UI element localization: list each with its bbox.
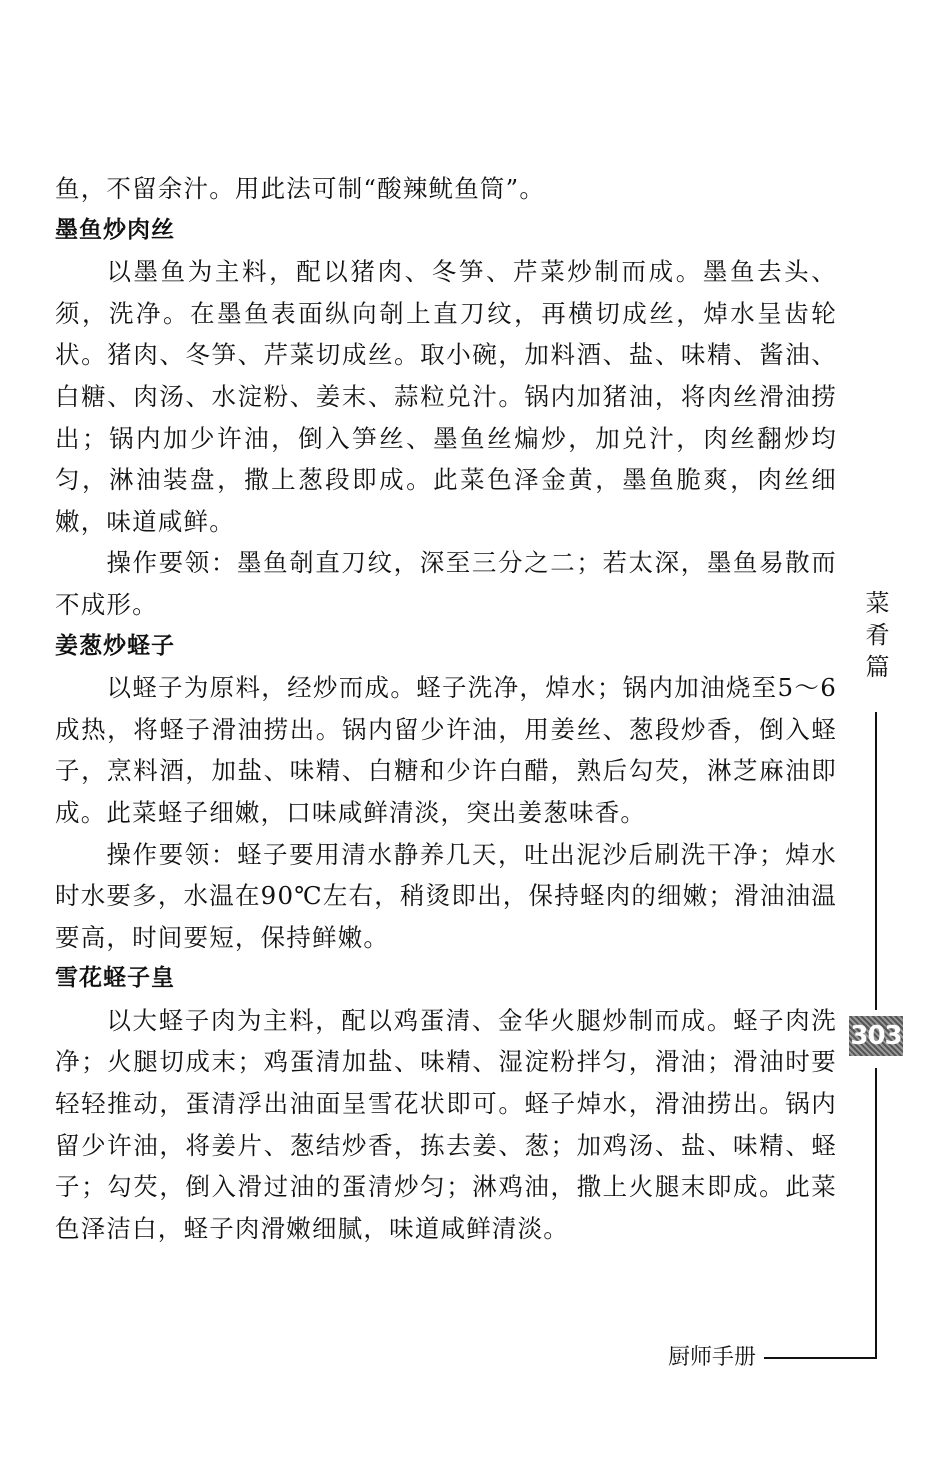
paragraph: 以大蛏子肉为主料，配以鸡蛋清、金华火腿炒制而成。蛏子肉洗净；火腿切成末；鸡蛋清加盐、味精、湿淀粉拌匀，滑油；滑油时要轻轻推动，蛋清浮出油面呈雪花状即可。蛏子焯水，滑油捞出。锅内留少许油，将姜片、葱结炒香，拣去姜、葱；加鸡汤、盐、味精、蛏子；勾芡，倒入滑过油的蛋清炒匀；淋鸡油，撒上火腿末即成。此菜色泽洁白，蛏子肉滑嫩细腻，味道咸鲜清淡。 [55, 1005, 837, 1243]
paragraph: 以蛏子为原料，经炒而成。蛏子洗净，焯水；锅内加油烧至5～6成热，将蛏子滑油捞出。锅内留少许油，用姜丝、葱段炒香，倒入蛏子，烹料酒，加盐、味精、白糖和少许白醋，熟后勾芡，淋芝麻油即成。此菜蛏子细嫩，口味咸鲜清淡，突出姜葱味香。 [55, 673, 837, 827]
section-heading: 雪花蛏子皇 [55, 965, 175, 992]
paragraph: 以墨鱼为主料，配以猪肉、冬笋、芹菜炒制而成。墨鱼去头、须，洗净。在墨鱼表面纵向剞上直刀纹，再横切成丝，焯水呈齿轮状。猪肉、冬笋、芹菜切成丝。取小碗，加料酒、盐、味精、酱油、白糖、肉汤、水淀粉、姜末、蒜粒兑汁。锅内加猪油，将肉丝滑油捞出；锅内加少许油，倒入笋丝、墨鱼丝煸炒，加兑汁，肉丝翻炒均匀，淋油装盘，撒上葱段即成。此菜色泽金黄，墨鱼脆爽，肉丝细嫩，味道咸鲜。 [55, 257, 837, 536]
footer-rule [764, 1357, 877, 1359]
side-rule-lower [875, 1068, 877, 1358]
footer-book-title: 厨师手册 [668, 1344, 760, 1372]
page-number: 303 [849, 1016, 903, 1056]
paragraph: 鱼，不留余汁。用此法可制“酸辣鱿鱼筒”。 [55, 174, 546, 203]
section-heading: 墨鱼炒肉丝 [55, 216, 175, 243]
side-rule-upper [875, 712, 877, 1010]
paragraph: 操作要领：蛏子要用清水静养几天，吐出泥沙后刷洗干净；焯水时水要多，水温在90℃左右，稍烫即出，保持蛏肉的细嫩；滑油油温要高，时间要短，保持鲜嫩。 [55, 839, 837, 952]
body-text [55, 168, 837, 1249]
chapter-side-tab: 菜肴篇 [861, 590, 889, 686]
paragraph: 操作要领：墨鱼剞直刀纹，深至三分之二；若太深，墨鱼易散而不成形。 [55, 548, 837, 619]
section-heading: 姜葱炒蛏子 [55, 632, 175, 659]
